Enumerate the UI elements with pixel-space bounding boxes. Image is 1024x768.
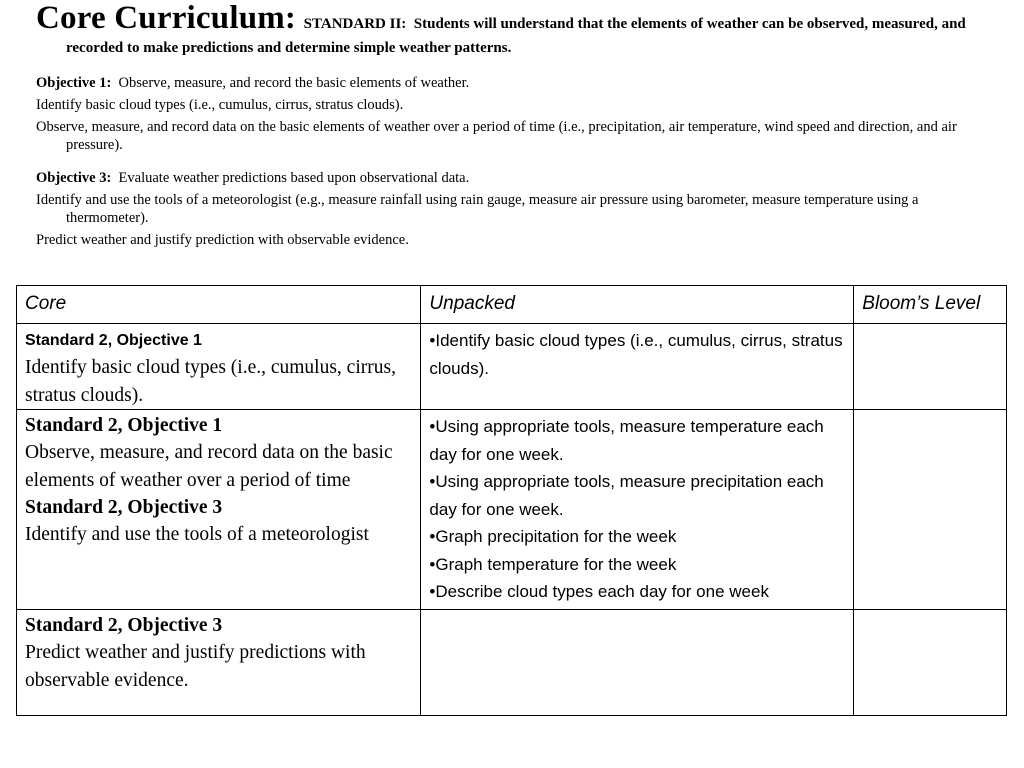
unpacked-text: Using appropriate tools, measure precipitation each day for one week. (429, 472, 824, 519)
unpacked-text: Graph temperature for the week (435, 554, 677, 574)
table-header-row (17, 286, 1007, 324)
core-heading: Standard 2, Objective 3 (25, 615, 223, 636)
bullet-glyph: • (429, 582, 436, 601)
objective-1-item-1: Identify basic cloud types (i.e., cumulus, cirrus, stratus clouds). (36, 97, 404, 113)
objective-1-text: Observe, measure, and record the basic elements of weather. (118, 75, 470, 91)
objective-3-item-1: Identify and use the tools of a meteorologist (e.g., measure rainfall using rain gauge, measure air pressure using barometer, measure temperature using a thermometer). (36, 192, 919, 226)
core-heading: Standard 2, Objective 1 (25, 332, 202, 349)
objective-3-label: Objective 3: (36, 170, 112, 186)
unpacked-bullet (429, 551, 845, 579)
unpacked-text: Graph precipitation for the week (435, 527, 677, 546)
table-row (17, 610, 1007, 716)
unpacked-bullet (429, 327, 845, 382)
bloom-cell (854, 610, 1007, 716)
unpacking-table (16, 285, 1007, 716)
core-heading: Standard 2, Objective 1 (25, 415, 223, 436)
objective-3-text: Evaluate weather predictions based upon observational data. (118, 170, 470, 186)
bullet-glyph: • (429, 554, 436, 574)
unpacked-cell (421, 324, 854, 410)
objective-1-item-2: Observe, measure, and record data on the basic elements of weather over a period of time (i.e., precipitation, air temperature, wind speed and direction, and air pressure). (36, 119, 957, 153)
objective-3 (36, 169, 986, 187)
standard-text: Students will understand that the elements of weather can be observed, measured, and recorded to make predictions and determine simple weather patterns. (66, 16, 966, 56)
bullet-glyph: • (429, 527, 436, 546)
core-text: Observe, measure, and record data on the basic elements of weather over a period of time (25, 442, 393, 491)
standard-label: STANDARD II: (303, 16, 407, 32)
bullet-glyph: • (429, 472, 436, 491)
core-text: Identify basic cloud types (i.e., cumulus, cirrus, stratus clouds). (25, 357, 396, 406)
unpacked-bullet (429, 523, 845, 551)
objective-1-label: Objective 1: (36, 75, 112, 91)
bloom-cell (854, 324, 1007, 410)
bloom-cell (854, 410, 1007, 610)
title-line (36, 0, 986, 60)
table-row (17, 410, 1007, 610)
core-heading: Standard 2, Objective 3 (25, 497, 223, 518)
unpacked-text: Describe cloud types each day for one week (435, 582, 769, 601)
core-cell (17, 410, 421, 610)
unpacked-bullet (429, 578, 845, 606)
unpacked-bullet (429, 468, 845, 523)
unpacked-text: Identify basic cloud types (i.e., cumulus, cirrus, stratus clouds). (429, 331, 843, 378)
unpacked-bullet (429, 413, 845, 468)
objective-1 (36, 74, 986, 92)
header-blooms-level: Bloom’s Level (854, 286, 1007, 324)
core-text: Predict weather and justify predictions with observable evidence. (25, 642, 366, 691)
bullet-glyph: • (429, 331, 436, 350)
header-core: Core (17, 286, 421, 324)
objective-3-item-2: Predict weather and justify prediction with observable evidence. (36, 232, 409, 248)
core-cell (17, 324, 421, 410)
table-row (17, 324, 1007, 410)
core-cell (17, 610, 421, 716)
curriculum-header (36, 0, 986, 249)
header-unpacked: Unpacked (421, 286, 854, 324)
bullet-glyph: • (429, 417, 436, 436)
unpacked-cell (421, 410, 854, 610)
unpacked-cell (421, 610, 854, 716)
page-title: Core Curriculum: (36, 0, 297, 36)
core-text: Identify and use the tools of a meteorologist (25, 524, 369, 545)
unpacked-text: Using appropriate tools, measure temperature each day for one week. (429, 417, 824, 464)
